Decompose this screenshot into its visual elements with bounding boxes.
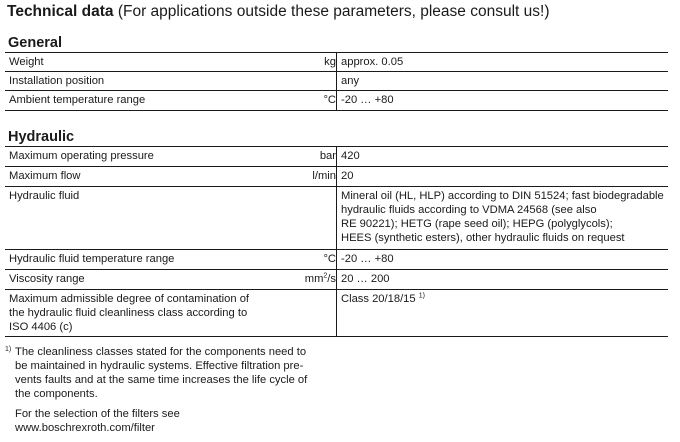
footnote-mark: 1) — [5, 346, 12, 353]
row-value: approx. 0.05 — [341, 56, 404, 68]
table-row — [5, 147, 668, 167]
row-unit: l/min — [312, 170, 336, 182]
row-unit: kg — [324, 56, 336, 68]
footnote-line: be maintained in hydraulic systems. Effective filtration pre- — [15, 360, 304, 372]
row-value: 20 … 200 — [341, 273, 390, 285]
filter-reference-line: For the selection of the filters see — [15, 408, 180, 420]
footnote-line: vents faults and at the same time increases the life cycle of — [15, 374, 308, 386]
table-row — [5, 72, 668, 91]
table-row — [5, 53, 668, 72]
title-bold: Technical data — [7, 3, 114, 20]
row-label: Hydraulic fluid temperature range — [9, 253, 175, 265]
row-value: 20 — [341, 170, 354, 182]
row-value: -20 … +80 — [341, 253, 394, 265]
row-value: -20 … +80 — [341, 94, 394, 106]
page-title — [7, 3, 549, 21]
row-label: Maximum operating pressure — [9, 150, 154, 162]
section-heading-general: General — [5, 34, 668, 53]
row-value: 420 — [341, 150, 360, 162]
row-value: any — [341, 75, 360, 87]
filter-url: www.boschrexroth.com/filter — [15, 422, 155, 434]
row-unit: °C — [323, 253, 336, 265]
row-label: Ambient temperature range — [9, 94, 146, 106]
value-line: hydraulic fluids according to VDMA 24568 (see also — [341, 204, 597, 216]
row-label-multiline — [9, 292, 249, 334]
footnote-line: the components. — [15, 388, 98, 400]
table-row — [5, 187, 668, 250]
row-label: Hydraulic fluid — [9, 190, 80, 202]
row-label: Maximum flow — [9, 170, 81, 182]
label-line: ISO 4406 (c) — [9, 321, 73, 333]
row-value: Class 20/18/15 $^{1)}$ — [341, 292, 425, 305]
label-line: the hydraulic fluid cleanliness class according to — [9, 307, 248, 319]
row-unit: $mm^2/s$ — [304, 272, 336, 285]
footnote-line: The cleanliness classes stated for the components need to — [15, 346, 307, 358]
row-label: Viscosity range — [9, 273, 85, 285]
table-row — [5, 91, 668, 111]
table-row — [5, 270, 668, 290]
row-unit: bar — [319, 150, 336, 162]
row-label: Installation position — [9, 75, 105, 87]
section-heading-hydraulic: Hydraulic — [5, 128, 668, 147]
table-row — [5, 250, 668, 270]
title-subtitle: (For applications outside these parameters, please consult us!) — [117, 3, 550, 20]
table-row — [5, 290, 668, 337]
table-row — [5, 167, 668, 187]
row-label: Weight — [9, 56, 44, 68]
row-value-multiline — [341, 189, 666, 245]
value-line: HEES (synthetic esters), other hydraulic fluids on request — [341, 232, 625, 244]
value-line: Mineral oil (HL, HLP) according to DIN 51524; fast biodegradable — [341, 190, 664, 202]
value-line: RE 90221); HETG (rape seed oil); HEPG (polyglycols); — [341, 218, 613, 230]
label-line: Maximum admissible degree of contamination of — [9, 293, 250, 305]
row-unit: °C — [323, 94, 336, 106]
